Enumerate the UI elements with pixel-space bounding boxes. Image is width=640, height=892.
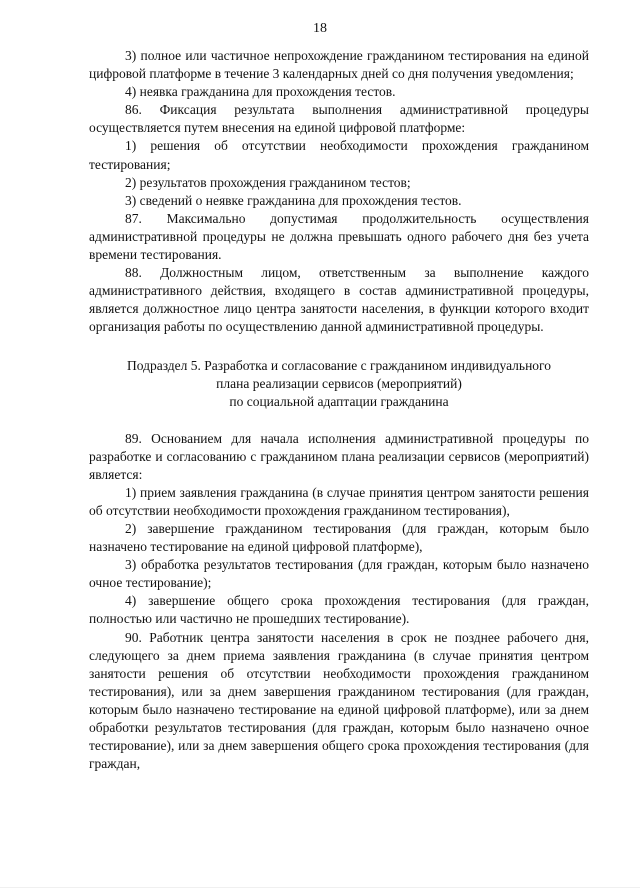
paragraph-89-item-3: 3) обработка результатов тестирования (для граждан, которым было назначено очное тестирование); (89, 557, 589, 591)
paragraph-89: 89. Основанием для начала исполнения административной процедуры по разработке и согласованию с гражданином плана реализации сервисов (мероприятий) является: (89, 430, 589, 482)
paragraph-88: 88. Должностным лицом, ответственным за выполнение каждого административного действия, входящего в состав административной процедуры, является должностное лицо центра занятости населения, в функции которого входит организация работы по осуществлению данной административной процедуры. (89, 265, 589, 335)
paragraph-86-item-1: 1) решения об отсутствии необходимости прохождения гражданином тестирования; (89, 138, 589, 172)
paragraph-86-item-2: 2) результатов прохождения гражданином тестов; (125, 174, 411, 190)
page-number: 18 (313, 21, 327, 36)
section-heading-line-2: плана реализации сервисов (мероприятий) (216, 375, 462, 391)
section-heading-line-1: Подраздел 5. Разработка и согласование с гражданином индивидуального (126, 357, 552, 373)
scan-edge (0, 887, 640, 888)
section-heading (89, 357, 589, 411)
paragraph-90: 90. Работник центра занятости населения в срок не позднее рабочего дня, следующего за днем приема заявления гражданина (в случае принятия центром занятости решения об отсутствии необходимости прохождения гражданином тестирования), или за днем завершения гражданином тестирования (для граждан, которым было назначено тестирование на единой цифровой платформе), или за днем обработки результатов тестирования (для граждан, которым было назначено очное тестирование), или за днем завершения общего срока прохождения тестирования (для граждан, (89, 629, 589, 772)
paragraph-86: 86. Фиксация результата выполнения административной процедуры осуществляется путем внесения на единой цифровой платформе: (89, 102, 589, 136)
paragraph-86-item-3: 3) сведений о неявке гражданина для прохождения тестов. (125, 192, 462, 208)
section-heading-line-3: по социальной адаптации гражданина (229, 393, 449, 409)
paragraph-87: 87. Максимально допустимая продолжительность осуществления административной процедуры не должна превышать одного рабочего дня без учета времени тестирования. (89, 210, 589, 263)
paragraph-89-item-2: 2) завершение гражданином тестирования (для граждан, которым было назначено тестирование на единой цифровой платформе), (89, 520, 589, 555)
paragraph-89-item-4: 4) завершение общего срока прохождения тестирования (для граждан, полностью или частично не прошедших тестирование). (89, 593, 589, 627)
paragraph-item-3: 3) полное или частичное непрохождение гражданином тестирования на единой цифровой платформе в течение 3 календарных дней со дня получения уведомления; (89, 48, 589, 82)
paragraph-item-4: 4) неявка гражданина для прохождения тестов. (125, 84, 396, 100)
document-body (89, 47, 589, 773)
paragraph-89-item-1: 1) прием заявления гражданина (в случае принятия центром занятости решения об отсутствии необходимости прохождения гражданином тестирования), (89, 484, 589, 518)
